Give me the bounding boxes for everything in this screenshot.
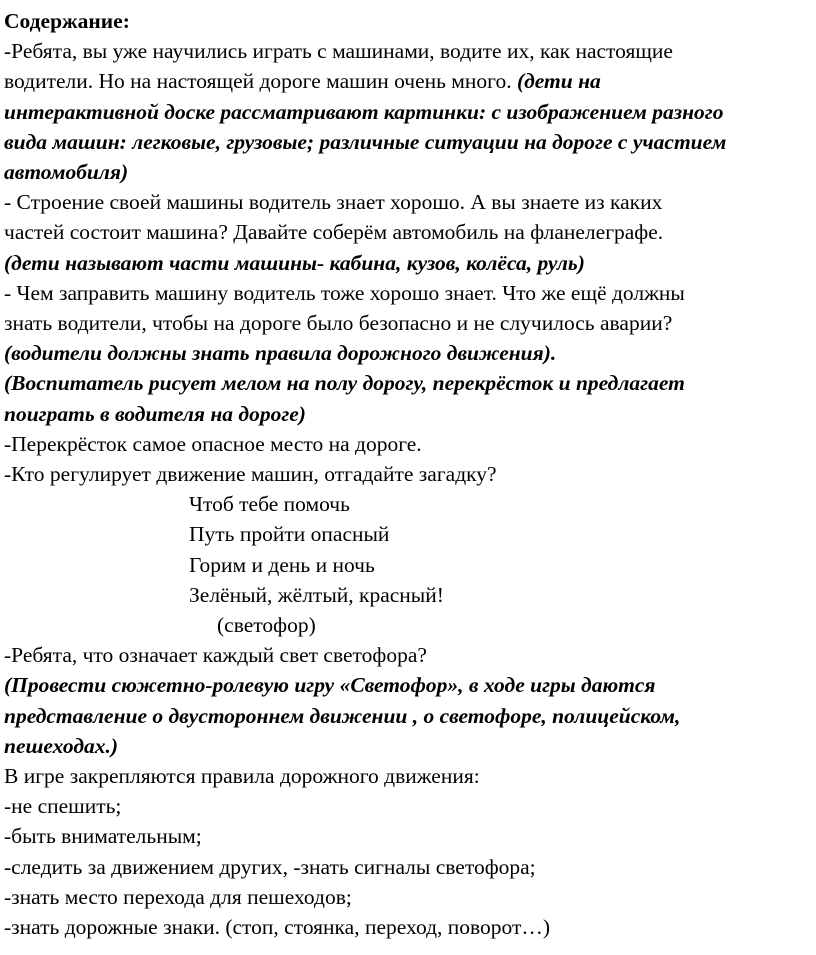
note-line: (Провести сюжетно-ролевую игру «Светофор», в ходе игры даются (4, 673, 656, 698)
note-line: автомобиля) (4, 160, 129, 185)
note-line: представление о двустороннем движении , о светофоре, полицейском, (4, 703, 681, 728)
rule-item: -знать место перехода для пешеходов; (4, 884, 352, 909)
text-line: частей состоит машина? Давайте соберём автомобиль на фланелеграфе. (4, 220, 664, 245)
text-line: -Ребята, что означает каждый свет светофора? (4, 643, 427, 668)
text-line: - Чем заправить машину водитель тоже хорошо знает. Что же ещё должны (4, 280, 685, 305)
text-fragment: водители. Но на настоящей дороге машин очень много. (4, 69, 517, 94)
text-line: -Перекрёсток самое опасное место на дороге. (4, 431, 422, 456)
note-line: интерактивной доске рассматривают картинки: с изображением разного (4, 99, 724, 124)
text-line: - Строение своей машины водитель знает хорошо. А вы знаете из каких (4, 190, 663, 215)
rule-item: -знать дорожные знаки. (стоп, стоянка, переход, поворот…) (4, 915, 551, 940)
note-line: поиграть в водителя на дороге) (4, 401, 306, 426)
text-line: -Кто регулирует движение машин, отгадайте загадку? (4, 462, 497, 487)
riddle-line: Горим и день и ночь (189, 552, 375, 577)
text-line: знать водители, чтобы на дороге было безопасно и не случилось аварии? (4, 311, 673, 336)
rule-item: -следить за движением других, -знать сигналы светофора; (4, 854, 536, 879)
text-line: -Ребята, вы уже научились играть с машинами, водите их, как настоящие (4, 39, 673, 64)
text-line: В игре закрепляются правила дорожного движения: (4, 764, 480, 789)
text-line (4, 66, 812, 96)
riddle-line: Зелёный, жёлтый, красный! (189, 582, 444, 607)
document-heading: Содержание: (4, 9, 130, 33)
rule-item: -быть внимательным; (4, 824, 202, 849)
riddle-answer: (светофор) (217, 613, 316, 638)
document-page (4, 6, 812, 942)
riddle-line: Чтоб тебе помочь (189, 492, 350, 517)
note-line: (водители должны знать правила дорожного движения). (4, 341, 557, 366)
rule-item: -не спешить; (4, 794, 122, 819)
note-fragment: (дети на (516, 69, 601, 94)
note-line: вида машин: легковые, грузовые; различные ситуации на дороге с участием (4, 129, 727, 154)
note-line: (Воспитатель рисует мелом на полу дорогу, перекрёсток и предлагает (4, 371, 685, 396)
note-line: (дети называют части машины- кабина, кузов, колёса, руль) (4, 250, 585, 275)
riddle-line: Путь пройти опасный (189, 522, 390, 547)
note-line: пешеходах.) (4, 733, 119, 758)
